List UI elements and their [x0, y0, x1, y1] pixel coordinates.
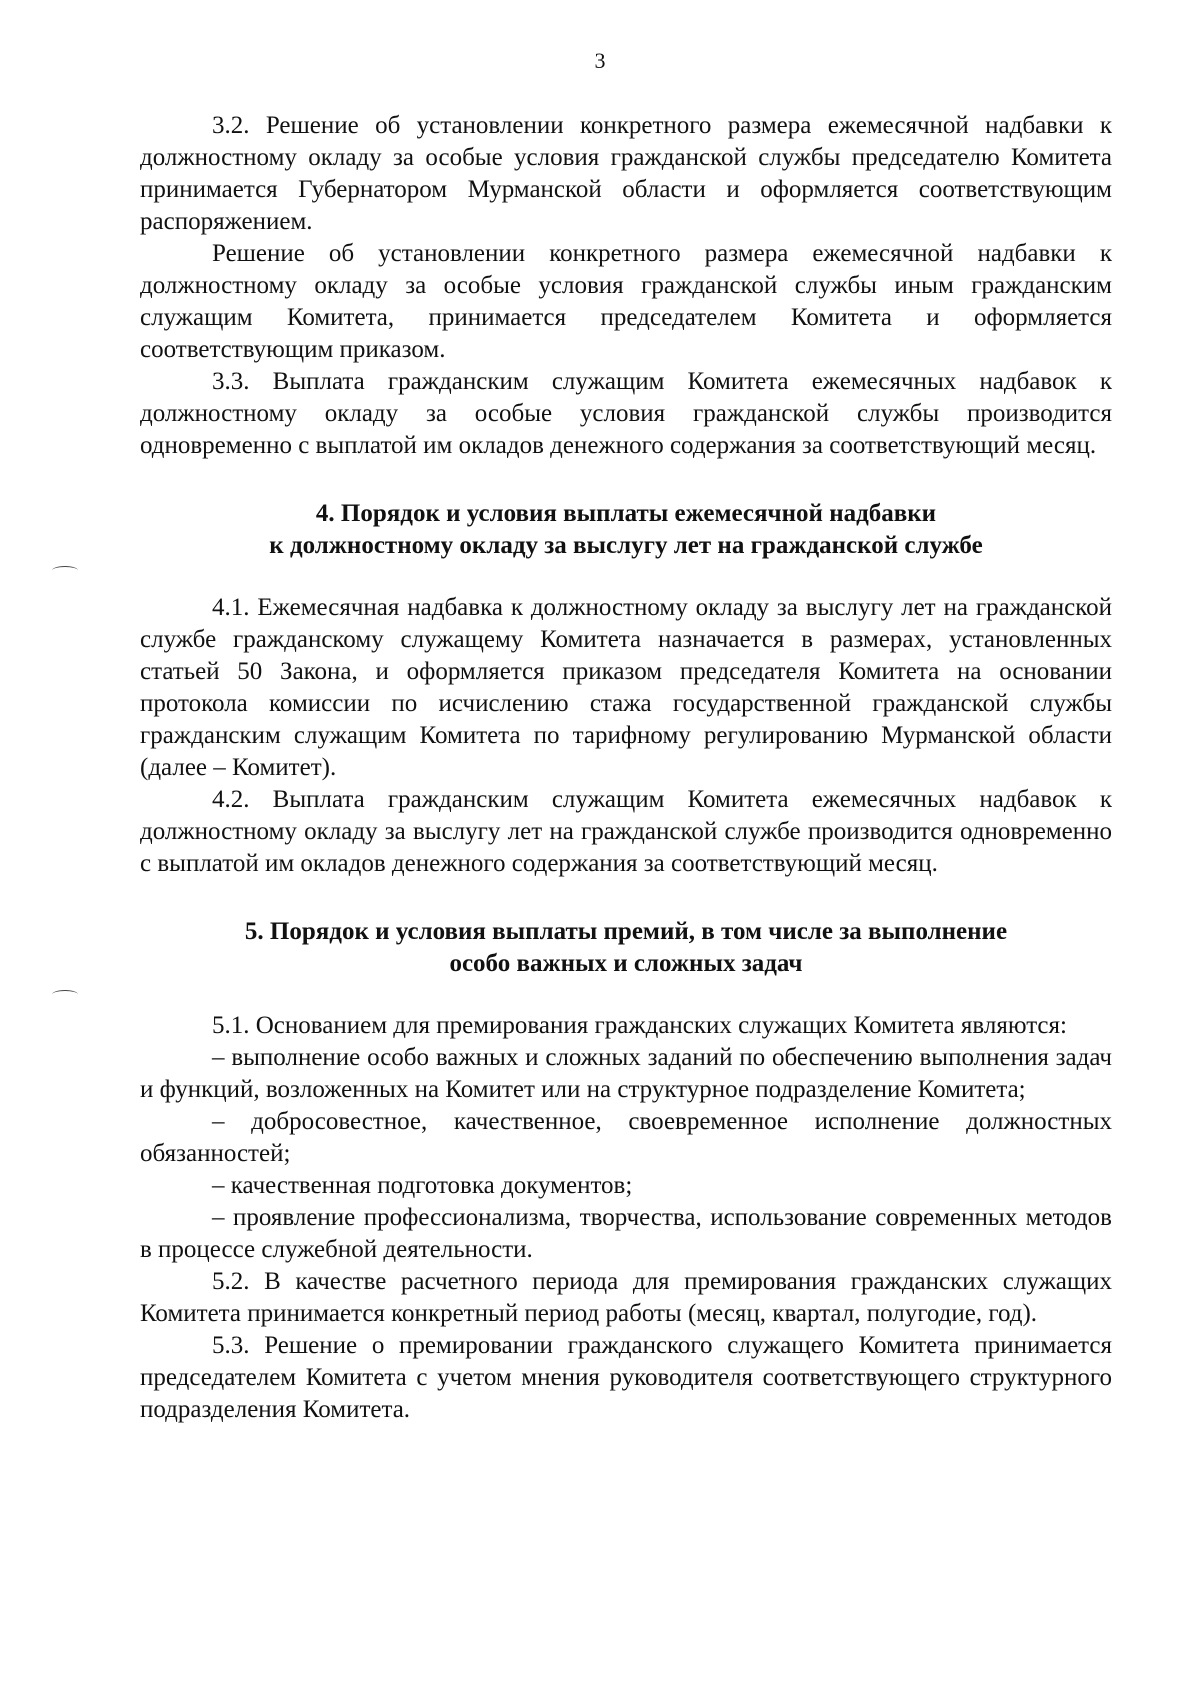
paragraph-4-1: 4.1. Ежемесячная надбавка к должностному окладу за выслугу лет на гражданской службе гражданскому служащему Комитета назначается в размерах, установленных статьей 50 Закона, и оформляется приказом председателя Комитета на основании протокола комиссии по исчислению стажа государственной гражданской службы гражданским служащим Комитета по тарифному регулированию Мурманской области (далее – Комитет). — [140, 594, 1112, 781]
section-5-heading-line-1: 5. Порядок и условия выплаты премий, в том числе за выполнение — [244, 918, 1008, 945]
section-4-heading — [140, 498, 1112, 562]
list-item: – качественная подготовка документов; — [212, 1172, 633, 1199]
page-number: 3 — [594, 48, 606, 73]
section-4-heading-line-2: к должностному окладу за выслугу лет на гражданской службе — [269, 532, 983, 559]
paragraph-3-3: 3.3. Выплата гражданским служащим Комитета ежемесячных надбавок к должностному окладу за особые условия гражданской службы производится одновременно с выплатой им окладов денежного содержания за соответствующий месяц. — [140, 368, 1112, 459]
section-5-heading-line-2: особо важных и сложных задач — [449, 950, 803, 977]
scan-margin-mark — [52, 566, 78, 575]
paragraph-4-2: 4.2. Выплата гражданским служащим Комитета ежемесячных надбавок к должностному окладу за выслугу лет на гражданской службе производится одновременно с выплатой им окладов денежного содержания за соответствующий месяц. — [140, 786, 1112, 877]
paragraph-3-2-continued: Решение об установлении конкретного размера ежемесячной надбавки к должностному окладу за особые условия гражданской службы иным гражданским служащим Комитета, принимается председателем Комитета и оформляется соответствующим приказом. — [140, 240, 1112, 363]
section-5-heading — [140, 916, 1112, 980]
list-item: – выполнение особо важных и сложных заданий по обеспечению выполнения задач и функций, возложенных на Комитет или на структурное подразделение Комитета; — [140, 1044, 1112, 1103]
paragraph-5-2: 5.2. В качестве расчетного периода для премирования гражданских служащих Комитета принимается конкретный период работы (месяц, квартал, полугодие, год). — [140, 1268, 1112, 1327]
list-item: – добросовестное, качественное, своевременное исполнение должностных обязанностей; — [140, 1108, 1112, 1167]
scan-margin-mark — [52, 990, 78, 999]
paragraph-3-2: 3.2. Решение об установлении конкретного размера ежемесячной надбавки к должностному окладу за особые условия гражданской службы председателю Комитета принимается Губернатором Мурманской области и оформляется соответствующим распоряжением. — [140, 112, 1112, 235]
document-body — [140, 110, 1112, 1426]
section-4-heading-line-1: 4. Порядок и условия выплаты ежемесячной надбавки — [315, 500, 937, 527]
list-item: – проявление профессионализма, творчества, использование современных методов в процессе служебной деятельности. — [140, 1204, 1112, 1263]
paragraph-5-1: 5.1. Основанием для премирования гражданских служащих Комитета являются: — [212, 1012, 1067, 1039]
paragraph-5-3: 5.3. Решение о премировании гражданского служащего Комитета принимается председателем Комитета с учетом мнения руководителя соответствующего структурного подразделения Комитета. — [140, 1332, 1112, 1423]
